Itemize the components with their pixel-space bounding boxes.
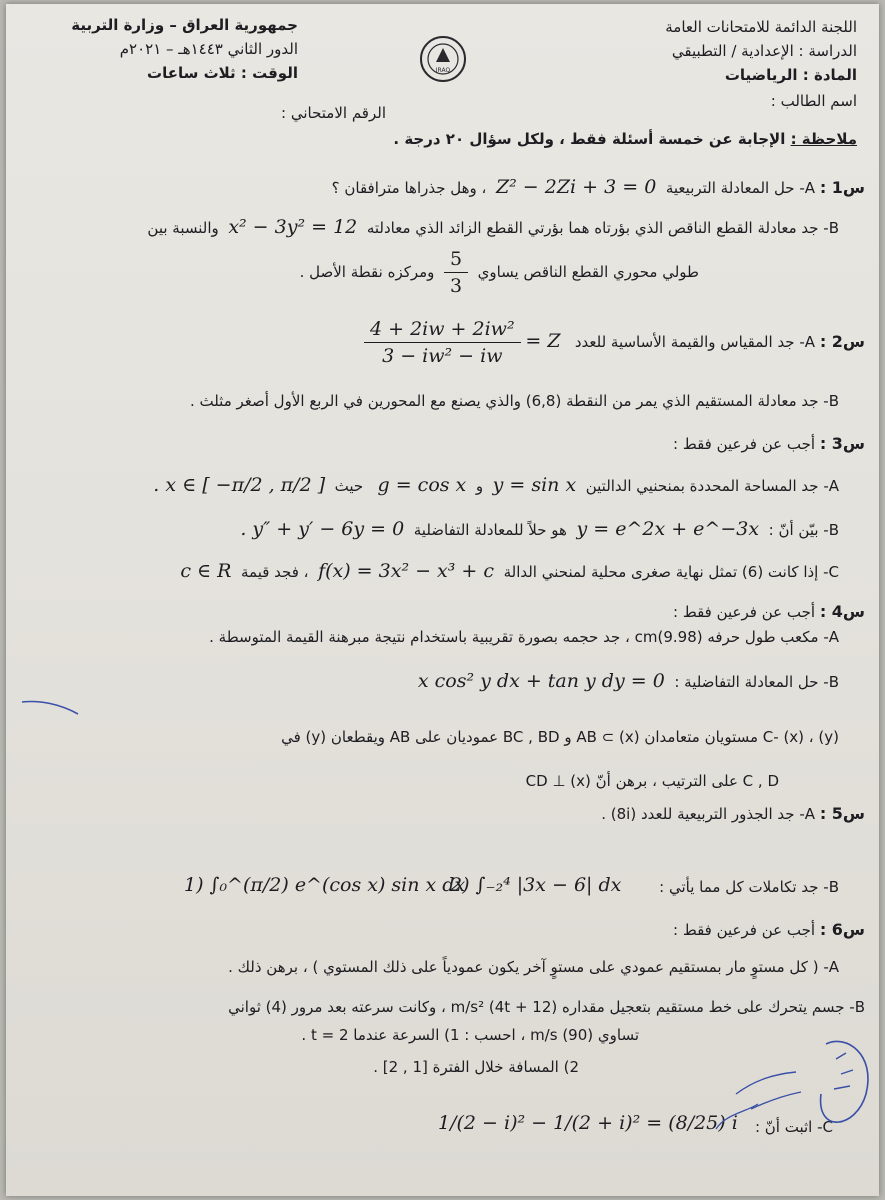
- q3-b-function: y = e^2x + e^−3x: [576, 518, 760, 540]
- q2-b: B- جد معادلة المستقيم الذي يمر من النقطة (6,8) والذي يصنع مع المحورين في الربع الأول أصغر مثلث .: [189, 392, 839, 410]
- q3-a: [153, 474, 839, 496]
- q3-b: [240, 518, 839, 540]
- q2-a: [364, 318, 865, 367]
- q2-a-denominator: 3 − iw² − iw: [382, 345, 503, 367]
- q3-a-and: و: [475, 477, 484, 495]
- q5-b-integral-2: 2) ∫₋₂⁴ |3x − 6| dx: [450, 874, 622, 896]
- q4-a: A- مكعب طول حرفه (9.98)cm ، جد حجمه بصورة تقريبية باستخدام نتيجة مبرهنة القيمة المتوسطة .: [209, 628, 839, 646]
- exam-number-label: الرقم الامتحاني :: [281, 104, 386, 122]
- q3-c-function: f(x) = 3x² − x³ + c: [318, 560, 495, 582]
- q4-c-line1: C- (x) ، (y) مستويان متعامدان AB ⊂ (x) و BC , BD عموديان على AB ويقطعان (y) في: [281, 728, 839, 746]
- q3-a-f1: y = sin x: [492, 474, 577, 496]
- seal-text: IRAQ: [435, 67, 451, 74]
- q2-a-lhs: Z =: [525, 330, 561, 352]
- q3-c-tail: ، فجد قيمة: [241, 563, 309, 581]
- note-text: الإجابة عن خمسة أسئلة فقط ، ولكل سؤال ٢٠ درجة .: [393, 130, 786, 148]
- q1-b-ratio-den: 3: [449, 275, 463, 297]
- q6-intro-text: أجب عن فرعين فقط :: [673, 921, 816, 939]
- q3-b-equation: y″ + y′ − 6y = 0 .: [240, 518, 405, 540]
- q6-intro: [673, 920, 865, 939]
- q6-b-line3: 2) المسافة خلال الفترة [1 , 2] .: [373, 1058, 579, 1076]
- q6-a: A- ( كل مستوٍ مار بمستقيم عمودي على مستوٍ آخر يكون عمودياً على ذلك المستوي ) ، برهن ذلك .: [228, 958, 839, 976]
- q4-b: [418, 670, 839, 692]
- exam-session: الدور الثاني ١٤٤٣هـ – ٢٠٢١م: [119, 40, 298, 58]
- q6-number: س6 :: [819, 920, 865, 939]
- country-ministry: جمهورية العراق – وزارة التربية: [71, 16, 298, 34]
- q5-b-integral-1: 1) ∫₀^(π/2) e^(cos x) sin x dx: [184, 874, 466, 896]
- q3-c-label: C- إذا كانت (6) تمثل نهاية صغرى محلية لمنحني الدالة: [503, 563, 839, 581]
- q1-b-ratio-num: 5: [444, 248, 468, 273]
- student-name-label: اسم الطالب :: [770, 92, 857, 110]
- q4-intro-text: أجب عن فرعين فقط :: [673, 603, 816, 621]
- q4-b-equation: x cos² y dx + tan y dy = 0: [417, 670, 665, 692]
- q2-a-numerator: 4 + 2iw + 2iw²: [364, 318, 521, 343]
- study-type: الدراسة : الإعدادية / التطبيقي: [671, 42, 857, 60]
- handwritten-marks-icon: [696, 1034, 879, 1144]
- q1-b-label: B- جد معادلة القطع الناقص الذي بؤرتاه هما بؤرتي القطع الزائد الذي معادلته: [366, 219, 839, 237]
- q5-a-text: A- جد الجذور التربيعية للعدد (8i) .: [601, 805, 816, 823]
- q1-a-equation: Z² − 2Zi + 3 = 0: [495, 176, 657, 198]
- q6-b-line2: تساوي (90) m/s ، احسب : 1) السرعة عندما t = 2 .: [301, 1026, 639, 1044]
- q1-a-label: A- حل المعادلة التربيعية: [665, 179, 816, 197]
- pen-stroke-icon: [20, 696, 80, 718]
- note-label: ملاحظة :: [790, 130, 857, 148]
- q3-a-label: A- جد المساحة المحددة بمنحنيي الدالتين: [585, 477, 839, 495]
- q6-c-equation: 1/(2 − i)² − 1/(2 + i)² = (8/25) i: [438, 1112, 738, 1134]
- committee-title: اللجنة الدائمة للامتحانات العامة: [665, 18, 857, 36]
- q3-c-variable: c ∈ R: [180, 560, 232, 582]
- q6-b-line1: B- جسم يتحرك على خط مستقيم بتعجيل مقداره (4t + 12) m/s² ، وكانت سرعته بعد مرور (4) ثواني: [228, 998, 865, 1016]
- q2-number: س2 :: [819, 332, 865, 351]
- q3-b-mid: هو حلاً للمعادلة التفاضلية: [413, 521, 567, 539]
- q2-a-label: A- جد المقياس والقيمة الأساسية للعدد: [574, 333, 816, 351]
- q3-a-where: حيث: [334, 477, 364, 495]
- q1-a: [332, 176, 865, 198]
- q3-a-domain: x ∈ [ −π/2 , π/2 ] .: [153, 474, 326, 496]
- q3-a-f2: g = cos x: [377, 474, 467, 496]
- q5-number: س5 :: [819, 804, 865, 823]
- q6-c-label: C- اثبت أنّ :: [754, 1118, 833, 1136]
- ministry-seal-icon: [418, 34, 468, 84]
- q5-a: [601, 804, 865, 823]
- q2-a-fraction: [364, 318, 521, 367]
- q5-b-label: B- جد تكاملات كل مما يأتي :: [659, 878, 839, 896]
- q3-c: [180, 560, 839, 582]
- q1-b: [147, 216, 839, 238]
- q1-b-line2-text: طولي محوري القطع الناقص يساوي: [477, 263, 699, 281]
- subject: المادة : الرياضيات: [724, 66, 857, 84]
- q4-c-line2: C , D على الترتيب ، برهن أنّ CD ⊥ (x): [525, 772, 779, 790]
- q3-number: س3 :: [819, 434, 865, 453]
- exam-time: الوقت : ثلاث ساعات: [147, 64, 298, 82]
- q3-intro: [673, 434, 865, 453]
- q4-b-label: B- حل المعادلة التفاضلية :: [674, 673, 839, 691]
- q3-intro-text: أجب عن فرعين فقط :: [673, 435, 816, 453]
- q1-b-line2-tail: ومركزه نقطة الأصل .: [299, 263, 435, 281]
- exam-paper: [6, 4, 879, 1196]
- q1-a-tail: ، وهل جذراها مترافقان ؟: [331, 179, 487, 197]
- q1-b-line2: [300, 248, 699, 297]
- q4-number: س4 :: [819, 602, 865, 621]
- q4-intro: [673, 602, 865, 621]
- q3-b-label: B- بيّن أنّ :: [768, 521, 839, 539]
- q1-b-tail: والنسبة بين: [147, 219, 219, 237]
- q1-b-equation: x² − 3y² = 12: [228, 216, 358, 238]
- q1-number: س1 :: [819, 178, 865, 197]
- q1-b-ratio: [444, 248, 468, 297]
- note: [393, 130, 857, 148]
